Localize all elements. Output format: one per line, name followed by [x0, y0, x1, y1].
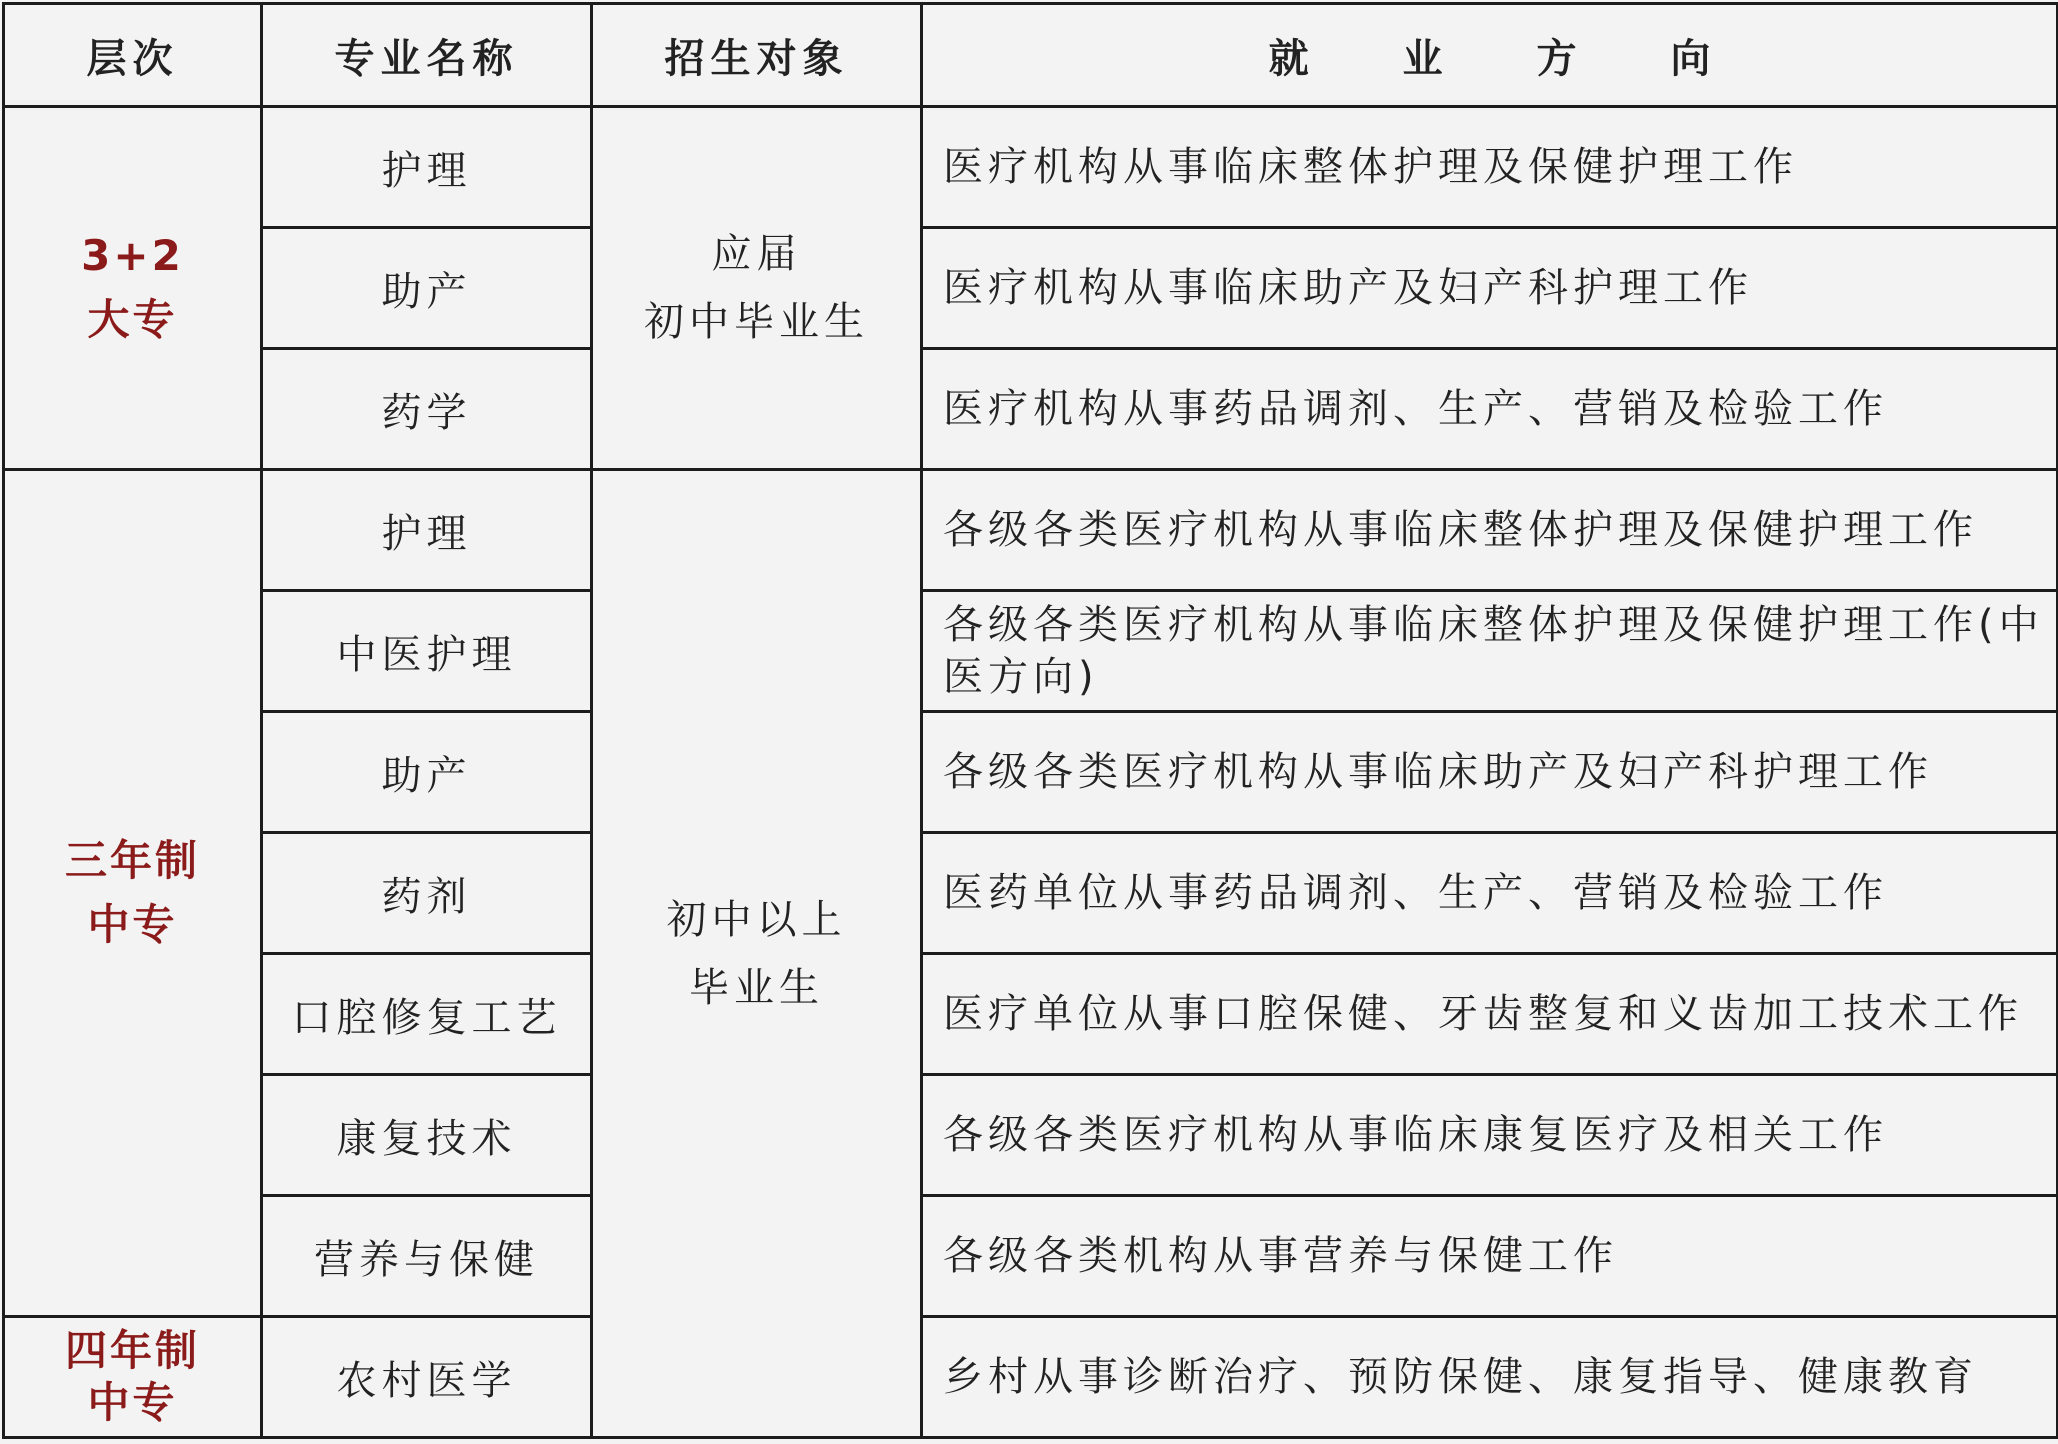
target-line: 应届: [711, 231, 802, 277]
level-line: 中专: [87, 900, 178, 949]
level-line: 3+2: [81, 231, 184, 280]
level-line: 大专: [87, 295, 178, 344]
table-header-row: [4, 4, 2058, 107]
career-cell: 医疗机构从事药品调剂、生产、营销及检验工作: [922, 349, 2058, 470]
major-cell: 助产: [262, 228, 592, 349]
level-line: 四年制: [64, 1326, 200, 1375]
career-cell: 医药单位从事药品调剂、生产、营销及检验工作: [922, 833, 2058, 954]
table-row: [4, 228, 2058, 349]
career-cell: 医疗机构从事临床整体护理及保健护理工作: [922, 107, 2058, 228]
major-cell: 药剂: [262, 833, 592, 954]
major-cell: 护理: [262, 107, 592, 228]
table-row: [4, 712, 2058, 833]
level-cell-3plus2: [4, 107, 262, 470]
table-row: [4, 470, 2058, 591]
career-cell: 医疗机构从事临床助产及妇产科护理工作: [922, 228, 2058, 349]
target-line: 初中以上: [666, 896, 847, 943]
header-level: 层次: [4, 4, 262, 107]
table-row: [4, 591, 2058, 712]
program-table: [2, 2, 2058, 1439]
target-cell-group2: [592, 470, 922, 1438]
career-cell: 各级各类机构从事营养与保健工作: [922, 1196, 2058, 1317]
career-cell: 各级各类医疗机构从事临床整体护理及保健护理工作: [922, 470, 2058, 591]
major-cell: 农村医学: [262, 1317, 592, 1438]
target-line: 毕业生: [689, 964, 824, 1011]
major-cell: 助产: [262, 712, 592, 833]
level-line: 中专: [87, 1378, 178, 1427]
major-cell: 口腔修复工艺: [262, 954, 592, 1075]
table-row: [4, 1196, 2058, 1317]
major-cell: 营养与保健: [262, 1196, 592, 1317]
career-cell: 各级各类医疗机构从事临床康复医疗及相关工作: [922, 1075, 2058, 1196]
level-cell-three-year: [4, 470, 262, 1317]
target-cell-group1: [592, 107, 922, 470]
table-row: [4, 954, 2058, 1075]
career-cell: 各级各类医疗机构从事临床整体护理及保健护理工作(中医方向): [922, 591, 2058, 712]
career-cell: 乡村从事诊断治疗、预防保健、康复指导、健康教育: [922, 1317, 2058, 1438]
header-target: 招生对象: [592, 4, 922, 107]
table-row: [4, 1317, 2058, 1438]
major-cell: 中医护理: [262, 591, 592, 712]
major-cell: 护理: [262, 470, 592, 591]
table-row: [4, 349, 2058, 470]
major-cell: 药学: [262, 349, 592, 470]
level-cell-four-year: [4, 1317, 262, 1438]
table-row: [4, 107, 2058, 228]
level-line: 三年制: [64, 836, 200, 885]
table-row: [4, 833, 2058, 954]
major-cell: 康复技术: [262, 1075, 592, 1196]
table-row: [4, 1075, 2058, 1196]
header-career: 就 业 方 向: [922, 4, 2058, 107]
header-major: 专业名称: [262, 4, 592, 107]
target-line: 初中毕业生: [644, 299, 869, 345]
career-cell: 医疗单位从事口腔保健、牙齿整复和义齿加工技术工作: [922, 954, 2058, 1075]
career-cell: 各级各类医疗机构从事临床助产及妇产科护理工作: [922, 712, 2058, 833]
